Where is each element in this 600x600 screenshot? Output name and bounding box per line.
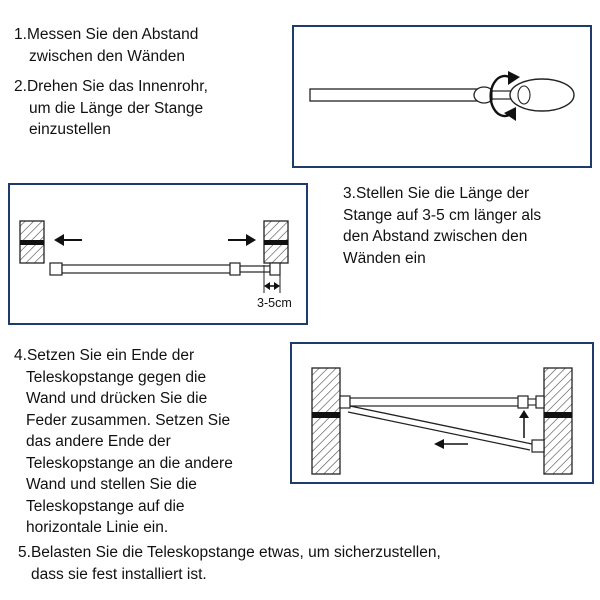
step-4-line-8: Teleskopstange auf die [26, 497, 185, 515]
step-3-line-2: Stange auf 3-5 cm länger als [343, 206, 542, 224]
rod-outer-tube [62, 265, 232, 273]
step-3-line-3: den Abstand zwischen den [343, 228, 528, 245]
up-arrow-icon [519, 410, 529, 418]
measure-distance-diagram [8, 183, 308, 325]
rod-right-cap [536, 396, 544, 408]
rod-horizontal [350, 398, 520, 406]
step-4-line-4: Feder zusammen. Setzen Sie [26, 411, 231, 429]
dim-arrowhead-left-icon [264, 282, 270, 290]
right-wall-mark [264, 240, 288, 245]
step-2-line-1: 2.Drehen Sie das Innenrohr, [14, 78, 208, 95]
rotation-arrowhead-bottom-icon [504, 107, 516, 121]
rod-adjustment-diagram [292, 25, 592, 168]
step-3 [343, 183, 541, 269]
cap-ring [518, 86, 530, 104]
rotation-arrowhead-top-icon [508, 71, 520, 85]
rod-joint [518, 396, 528, 408]
step-5-line-2: dass sie fest installiert ist. [31, 565, 207, 583]
left-wall-mark [312, 412, 340, 418]
rod-inner [528, 399, 536, 405]
step-1 [14, 24, 198, 67]
right-wall-mark [544, 412, 572, 418]
install-rod-figure [292, 344, 592, 482]
step-4 [14, 345, 233, 539]
rod-right-cap [270, 263, 280, 275]
outer-tube [310, 89, 478, 101]
left-arrow-icon [434, 439, 444, 449]
rod-adjustment-figure [294, 27, 590, 166]
step-2-line-3: einzustellen [29, 121, 111, 138]
step-4-line-9: horizontale Linie ein. [26, 519, 169, 536]
step-2-line-2: um die Länge der Stange [29, 99, 204, 117]
step-2 [14, 76, 208, 141]
step-4-line-7: Wand und stellen Sie die [26, 476, 197, 493]
left-wall [312, 368, 340, 474]
step-1-line-1: 1.Messen Sie den Abstand [14, 26, 199, 43]
diagonal-rod-top [350, 406, 532, 444]
step-4-line-1: 4.Setzen Sie ein Ende der [14, 347, 195, 364]
step-3-line-1: 3.Stellen Sie die Länge der [343, 185, 530, 202]
rod-inner-tube [240, 266, 270, 272]
step-5 [18, 542, 441, 585]
left-arrow-icon [54, 234, 64, 246]
dim-arrowhead-right-icon [274, 282, 280, 290]
install-rod-diagram [290, 342, 594, 484]
step-4-line-3: Wand und drücken Sie die [26, 390, 208, 407]
right-arrow-icon [246, 234, 256, 246]
step-4-line-2: Teleskopstange gegen die [26, 368, 207, 386]
step-4-line-5: das andere Ende der [26, 433, 171, 450]
rod-joint [230, 263, 240, 275]
measure-distance-figure [10, 185, 306, 323]
step-5-line-1: 5.Belasten Sie die Teleskopstange etwas, um sicherzustellen, [18, 544, 441, 561]
rod-left-cap [340, 396, 350, 408]
diagonal-rod-cap [532, 440, 544, 452]
step-1-line-2: zwischen den Wänden [29, 47, 185, 65]
right-wall [544, 368, 572, 474]
dimension-label: 3-5cm [257, 296, 292, 310]
left-wall-mark [20, 240, 44, 245]
step-3-line-4: Wänden ein [343, 249, 426, 267]
step-4-line-6: Teleskopstange an die andere [26, 454, 233, 472]
rod-left-cap [50, 263, 62, 275]
